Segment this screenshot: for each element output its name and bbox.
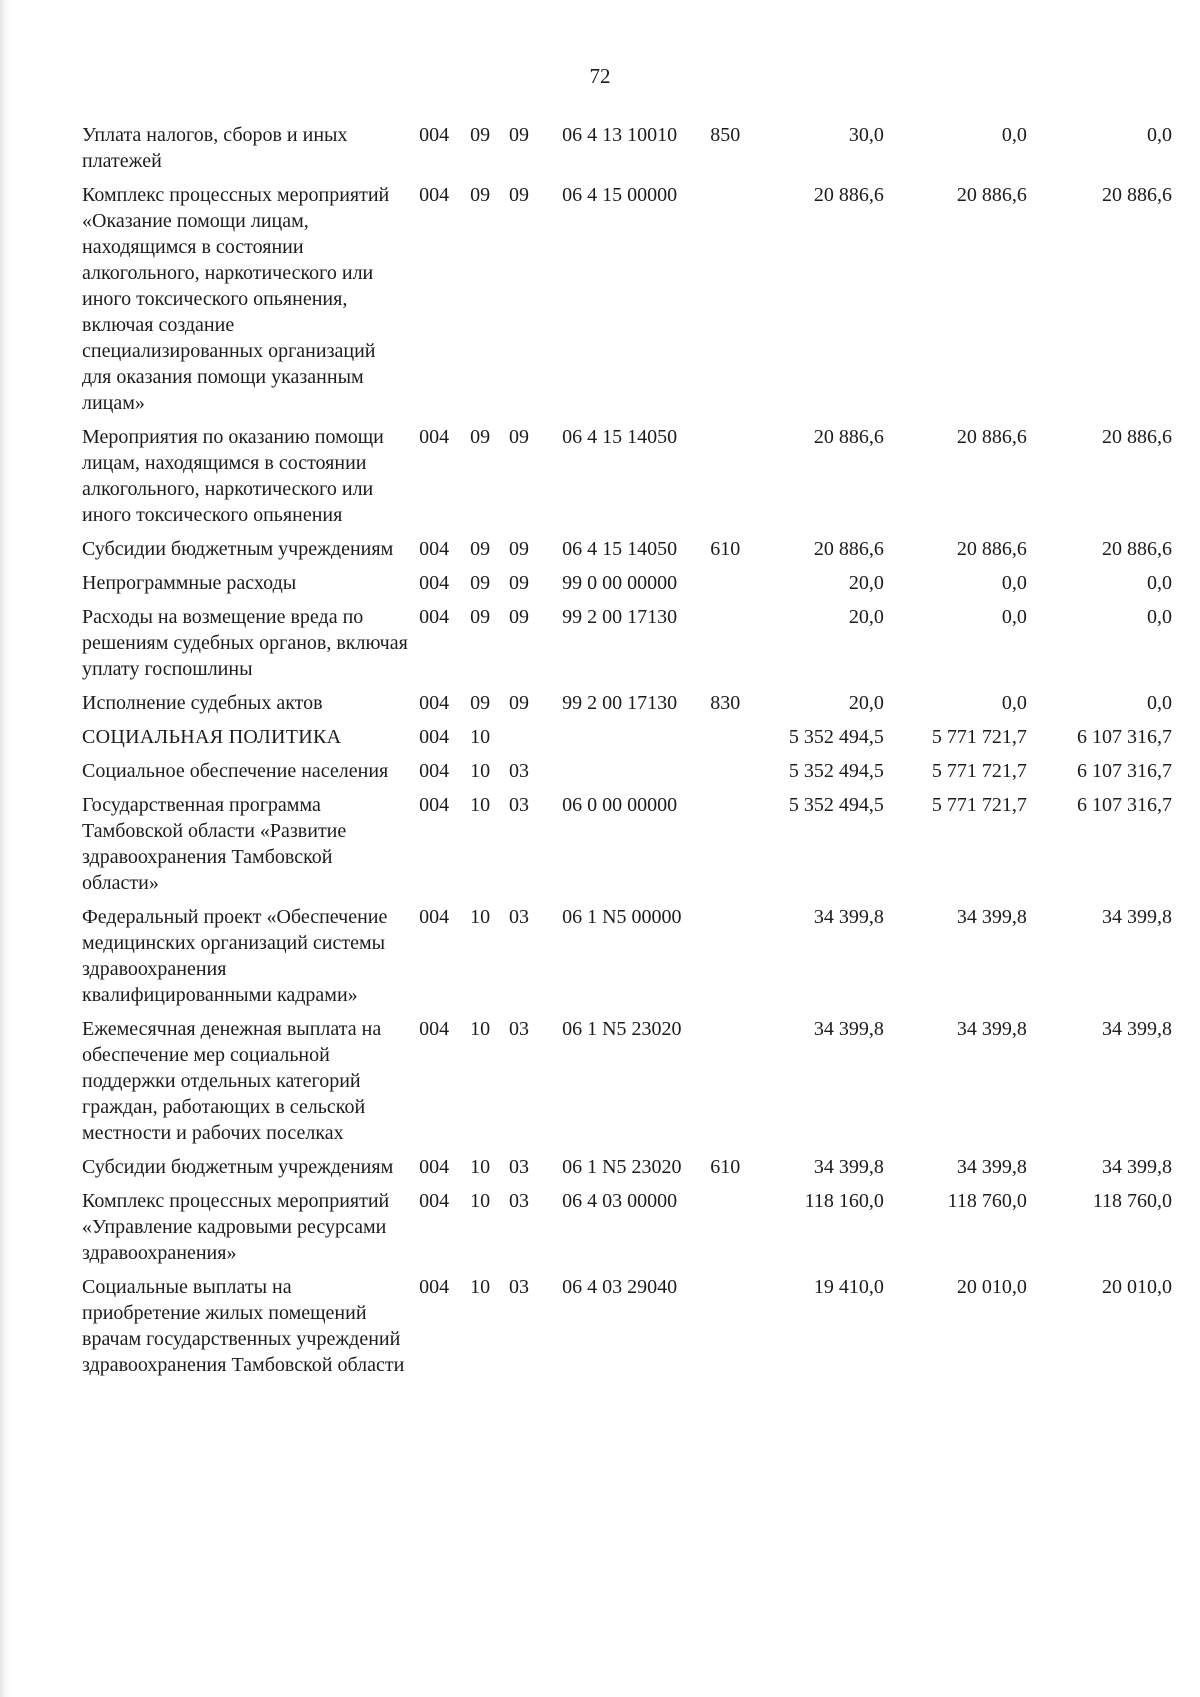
row-amount-year3: 20 886,6 — [1102, 426, 1172, 448]
row-expense-type — [710, 792, 761, 904]
row-amount-year1: 20,0 — [848, 606, 884, 628]
row-amount-year3: 6 107 316,7 — [1077, 726, 1172, 748]
row-amount-year1: 118 160,0 — [804, 1190, 884, 1212]
row-section-code: 09 — [470, 124, 491, 146]
row-expense-type — [710, 604, 761, 690]
row-amount-year3: 20 886,6 — [1102, 184, 1172, 206]
table-row — [82, 758, 1172, 792]
row-expense-type — [710, 724, 761, 758]
row-subsection-code: 09 — [508, 124, 529, 146]
row-article-code: 06 4 15 14050 — [562, 426, 678, 448]
scan-edge-shadow — [0, 0, 10, 1697]
row-section-code: 09 — [470, 538, 491, 560]
row-name: СОЦИАЛЬНАЯ ПОЛИТИКА — [82, 726, 342, 748]
row-article-code: 06 4 15 00000 — [562, 184, 678, 206]
row-section-code: 10 — [470, 726, 491, 748]
row-article-code: 06 4 03 00000 — [562, 1190, 678, 1212]
row-ministry-code: 004 — [419, 1276, 450, 1298]
table-row — [82, 1016, 1172, 1154]
row-name: Ежемесячная денежная выплата на обеспечение мер социальной поддержки отдельных категорий граждан, работающих в сельской местности и рабочих поселках — [82, 1018, 382, 1144]
row-expense-type — [710, 1016, 761, 1154]
row-amount-year2: 20 886,6 — [956, 426, 1027, 448]
row-section-code: 10 — [470, 760, 491, 782]
row-article-code: 06 1 N5 00000 — [562, 906, 682, 928]
row-subsection-code: 09 — [508, 572, 529, 594]
row-ministry-code: 004 — [419, 1018, 450, 1040]
row-amount-year1: 20 886,6 — [813, 184, 884, 206]
row-article-code: 99 2 00 17130 — [562, 606, 678, 628]
row-name: Субсидии бюджетным учреждениям — [82, 1156, 394, 1178]
row-amount-year3: 34 399,8 — [1102, 1156, 1172, 1178]
row-amount-year2: 0,0 — [1001, 606, 1027, 628]
row-amount-year1: 34 399,8 — [813, 1156, 884, 1178]
row-name: Субсидии бюджетным учреждениям — [82, 538, 394, 560]
row-subsection-code: 03 — [508, 1190, 529, 1212]
row-ministry-code: 004 — [419, 184, 450, 206]
row-subsection-code: 03 — [508, 1018, 529, 1040]
row-name: Федеральный проект «Обеспечение медицинских организаций системы здравоохранения квалифицированными кадрами» — [82, 906, 388, 1006]
row-article-code: 99 0 00 00000 — [562, 572, 678, 594]
row-amount-year1: 34 399,8 — [813, 1018, 884, 1040]
row-amount-year3: 20 886,6 — [1102, 538, 1172, 560]
page-number: 72 — [589, 64, 611, 88]
row-expense-type — [710, 182, 761, 424]
row-amount-year1: 20,0 — [848, 572, 884, 594]
row-section-code: 09 — [470, 606, 491, 628]
row-expense-type — [710, 1188, 761, 1274]
row-ministry-code: 004 — [419, 1156, 450, 1178]
row-name: Государственная программа Тамбовской области «Развитие здравоохранения Тамбовской области» — [82, 794, 347, 894]
row-ministry-code: 004 — [419, 692, 450, 714]
row-article-code: 06 1 N5 23020 — [562, 1156, 682, 1178]
table-row — [82, 122, 1172, 182]
row-subsection-code: 09 — [508, 692, 529, 714]
row-amount-year1: 5 352 494,5 — [788, 794, 884, 816]
row-ministry-code: 004 — [419, 794, 450, 816]
row-amount-year2: 5 771 721,7 — [931, 794, 1027, 816]
row-name: Уплата налогов, сборов и иных платежей — [82, 124, 348, 172]
row-section-code: 10 — [470, 1190, 491, 1212]
row-subsection-code: 09 — [508, 606, 529, 628]
row-expense-type: 610 — [710, 1156, 741, 1178]
row-ministry-code: 004 — [419, 124, 450, 146]
table-row — [82, 904, 1172, 1016]
row-name: Мероприятия по оказанию помощи лицам, находящимся в состоянии алкогольного, наркотического или иного токсического опьянения — [82, 426, 384, 526]
row-ministry-code: 004 — [419, 760, 450, 782]
row-ministry-code: 004 — [419, 572, 450, 594]
row-subsection-code: 03 — [508, 1276, 529, 1298]
row-expense-type — [710, 424, 761, 536]
row-subsection-code: 03 — [508, 760, 529, 782]
row-amount-year3: 0,0 — [1147, 606, 1172, 628]
budget-table — [82, 122, 1172, 1386]
table-row — [82, 536, 1172, 570]
row-amount-year1: 5 352 494,5 — [788, 760, 884, 782]
table-row — [82, 1154, 1172, 1188]
table-row — [82, 792, 1172, 904]
row-name: Расходы на возмещение вреда по решениям судебных органов, включая уплату госпошлины — [82, 606, 408, 680]
row-section-code: 09 — [470, 692, 491, 714]
row-amount-year3: 34 399,8 — [1102, 1018, 1172, 1040]
row-amount-year1: 34 399,8 — [813, 906, 884, 928]
row-name: Непрограммные расходы — [82, 572, 297, 594]
row-subsection-code: 09 — [508, 426, 529, 448]
row-expense-type: 610 — [710, 538, 741, 560]
row-amount-year1: 20,0 — [848, 692, 884, 714]
row-amount-year3: 6 107 316,7 — [1077, 794, 1172, 816]
row-ministry-code: 004 — [419, 538, 450, 560]
row-ministry-code: 004 — [419, 906, 450, 928]
row-article-code: 99 2 00 17130 — [562, 692, 678, 714]
row-subsection-code: 09 — [508, 538, 529, 560]
row-amount-year2: 20 886,6 — [956, 538, 1027, 560]
row-name: Социальные выплаты на приобретение жилых помещений врачам государственных учреждений здравоохранения Тамбовской области — [82, 1276, 405, 1376]
row-amount-year3: 34 399,8 — [1102, 906, 1172, 928]
row-amount-year2: 34 399,8 — [956, 906, 1027, 928]
row-expense-type — [710, 1274, 761, 1386]
row-ministry-code: 004 — [419, 426, 450, 448]
row-section-code: 10 — [470, 1276, 491, 1298]
row-amount-year1: 19 410,0 — [813, 1276, 884, 1298]
row-amount-year2: 20 886,6 — [956, 184, 1027, 206]
row-article-code: 06 1 N5 23020 — [562, 1018, 682, 1040]
row-article-code — [562, 758, 710, 792]
row-section-code: 09 — [470, 184, 491, 206]
row-amount-year3: 20 010,0 — [1102, 1276, 1172, 1298]
row-section-code: 10 — [470, 1156, 491, 1178]
row-subsection-code: 03 — [508, 1156, 529, 1178]
row-ministry-code: 004 — [419, 726, 450, 748]
row-amount-year3: 6 107 316,7 — [1077, 760, 1172, 782]
row-name: Социальное обеспечение населения — [82, 760, 389, 782]
row-amount-year2: 20 010,0 — [956, 1276, 1027, 1298]
row-ministry-code: 004 — [419, 1190, 450, 1212]
row-amount-year3: 0,0 — [1147, 692, 1172, 714]
row-article-code — [562, 724, 710, 758]
row-amount-year2: 118 760,0 — [947, 1190, 1027, 1212]
row-article-code: 06 4 03 29040 — [562, 1276, 678, 1298]
row-amount-year1: 20 886,6 — [813, 426, 884, 448]
row-expense-type: 830 — [710, 692, 741, 714]
row-section-code: 10 — [470, 794, 491, 816]
row-amount-year1: 5 352 494,5 — [788, 726, 884, 748]
table-row — [82, 424, 1172, 536]
row-name: Комплекс процессных мероприятий «Управление кадровыми ресурсами здравоохранения» — [82, 1190, 390, 1264]
row-amount-year3: 0,0 — [1147, 124, 1172, 146]
row-name: Исполнение судебных актов — [82, 692, 323, 714]
table-row — [82, 182, 1172, 424]
row-amount-year1: 30,0 — [848, 124, 884, 146]
row-amount-year3: 0,0 — [1147, 572, 1172, 594]
row-expense-type — [710, 758, 761, 792]
row-amount-year2: 0,0 — [1001, 124, 1027, 146]
row-amount-year2: 34 399,8 — [956, 1018, 1027, 1040]
row-section-code: 09 — [470, 572, 491, 594]
row-subsection-code: 09 — [508, 184, 529, 206]
row-article-code: 06 4 15 14050 — [562, 538, 678, 560]
row-amount-year2: 5 771 721,7 — [931, 726, 1027, 748]
table-row — [82, 604, 1172, 690]
table-row — [82, 1188, 1172, 1274]
row-section-code: 10 — [470, 906, 491, 928]
row-subsection-code: 03 — [508, 794, 529, 816]
table-row — [82, 570, 1172, 604]
row-ministry-code: 004 — [419, 606, 450, 628]
row-amount-year1: 20 886,6 — [813, 538, 884, 560]
table-row — [82, 1274, 1172, 1386]
row-amount-year2: 34 399,8 — [956, 1156, 1027, 1178]
row-subsection-code — [509, 724, 562, 758]
row-amount-year2: 0,0 — [1001, 572, 1027, 594]
table-row-section-header — [82, 724, 1172, 758]
row-amount-year2: 5 771 721,7 — [931, 760, 1027, 782]
row-amount-year2: 0,0 — [1001, 692, 1027, 714]
table-row — [82, 690, 1172, 724]
row-amount-year3: 118 760,0 — [1092, 1190, 1172, 1212]
row-expense-type: 850 — [710, 124, 741, 146]
row-section-code: 10 — [470, 1018, 491, 1040]
row-article-code: 06 4 13 10010 — [562, 124, 678, 146]
row-subsection-code: 03 — [508, 906, 529, 928]
row-expense-type — [710, 904, 761, 1016]
row-section-code: 09 — [470, 426, 491, 448]
row-article-code: 06 0 00 00000 — [562, 794, 678, 816]
row-expense-type — [710, 570, 761, 604]
row-name: Комплекс процессных мероприятий «Оказание помощи лицам, находящимся в состоянии алкогольного, наркотического или иного токсического опьянения, включая создание специализированных организаций для оказания помощи указанным лицам» — [82, 184, 390, 414]
